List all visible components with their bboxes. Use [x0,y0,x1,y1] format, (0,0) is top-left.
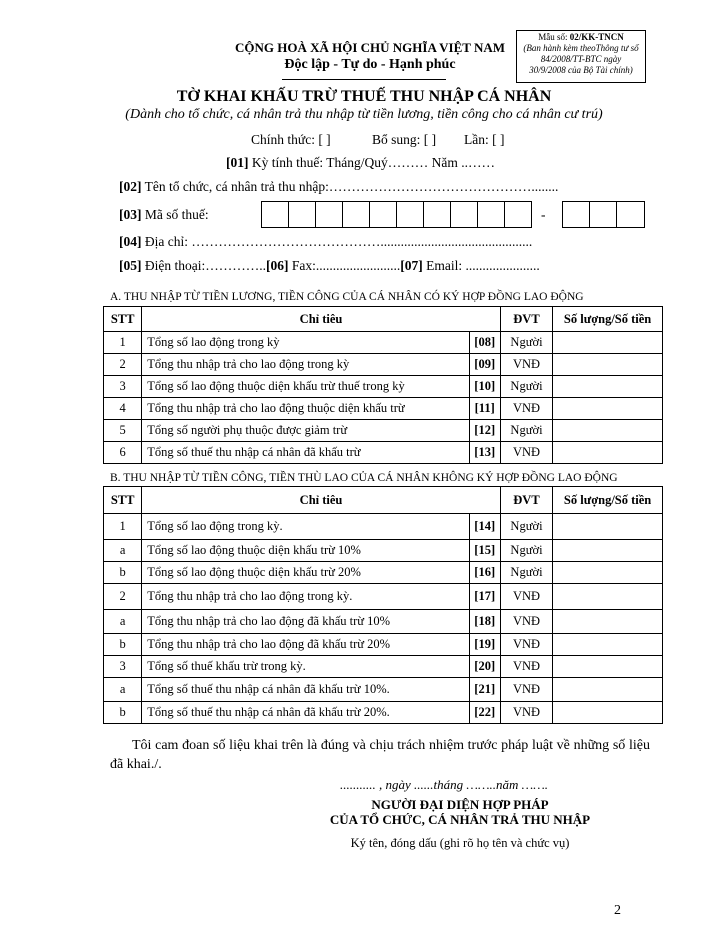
col-indicator: Chỉ tiêu [142,487,501,514]
motto-underline [282,79,446,80]
row-unit: Người [500,514,552,540]
row-stt: a [104,678,142,702]
tax-code-digit-box[interactable] [477,201,505,228]
row-indicator: Tổng thu nhập trả cho lao động trong kỳ [142,354,469,376]
table-row [104,354,663,376]
fax-text: Fax:......................... [288,258,401,273]
phone-field[interactable] [119,258,266,273]
tax-period-code: [01] [226,155,249,170]
tax-code-digit-box[interactable] [315,201,343,228]
tax-code-digit-box[interactable] [288,201,316,228]
table-row [104,376,663,398]
row-unit: VNĐ [500,354,552,376]
row-code: [17] [469,584,500,610]
table-header-row [104,487,663,514]
row-indicator: Tổng số người phụ thuộc được giảm trừ [142,420,469,442]
col-unit: ĐVT [500,307,552,332]
section-a-title: A. THU NHẬP TỪ TIỀN LƯƠNG, TIỀN CÔNG CỦA CÁ NHÂN CÓ KÝ HỢP ĐỒNG LAO ĐỘNG [110,291,584,303]
row-amount-cell[interactable] [553,562,663,584]
table-row [104,702,663,724]
status-times[interactable]: Lần: [ ] [464,132,505,147]
col-stt: STT [104,487,142,514]
row-code: [20] [469,656,500,678]
table-row [104,562,663,584]
document-title: TỜ KHAI KHẤU TRỪ THUẾ THU NHẬP CÁ NHÂN [176,88,552,105]
section-b-title: B. THU NHẬP TỪ TIỀN CÔNG, TIỀN THÙ LAO CỦA CÁ NHÂN KHÔNG KÝ HỢP ĐỒNG LAO ĐỘNG [110,472,618,484]
col-unit: ĐVT [500,487,552,514]
row-indicator: Tổng thu nhập trả cho lao động đã khấu trừ 20% [142,634,469,656]
form-code-label: Mẫu số: [538,32,570,42]
tax-code-digit-box[interactable] [261,201,289,228]
row-indicator: Tổng số thuế thu nhập cá nhân đã khấu trừ 20%. [142,702,469,724]
col-amount: Số lượng/Số tiền [553,307,663,332]
row-stt: 4 [104,398,142,420]
tax-code-branch-box[interactable] [562,201,590,228]
row-amount-cell[interactable] [553,610,663,634]
date-line[interactable]: ........... , ngày ......tháng ……..năm ……. [340,777,549,792]
table-row [104,332,663,354]
tax-code-branch-box[interactable] [616,201,645,228]
row-unit: VNĐ [500,610,552,634]
tax-code-boxes[interactable] [261,201,535,228]
row-indicator: Tổng số thuế khấu trừ trong kỳ. [142,656,469,678]
row-amount-cell[interactable] [553,702,663,724]
table-row [104,610,663,634]
form-legal-basis-1: (Ban hành kèm theoThông tư số [523,43,639,53]
tax-period-field[interactable] [226,155,495,171]
row-stt: 2 [104,354,142,376]
row-unit: Người [500,562,552,584]
row-amount-cell[interactable] [553,398,663,420]
form-legal-basis-2: 84/2008/TT-BTC ngày [540,54,622,64]
row-indicator: Tổng số lao động trong kỳ [142,332,469,354]
row-stt: a [104,610,142,634]
tax-code-label [119,207,209,223]
national-motto: Độc lập - Tự do - Hạnh phúc [284,57,456,72]
row-stt: 3 [104,376,142,398]
fax-field[interactable] [266,258,400,273]
signer-title-1: NGƯỜI ĐẠI DIỆN HỢP PHÁP [371,797,549,812]
col-amount: Số lượng/Số tiền [553,487,663,514]
table-row [104,634,663,656]
table-row [104,420,663,442]
row-unit: VNĐ [500,702,552,724]
row-amount-cell[interactable] [553,540,663,562]
tax-code-dash: - [541,207,546,222]
payer-name-text: Tên tổ chức, cá nhân trả thu nhập:………………………………………........ [141,179,559,194]
row-unit: VNĐ [500,678,552,702]
row-stt: 1 [104,514,142,540]
row-stt: b [104,562,142,584]
row-code: [18] [469,610,500,634]
tax-code-digit-box[interactable] [396,201,424,228]
row-code: [19] [469,634,500,656]
row-code: [13] [469,442,500,464]
col-stt: STT [104,307,142,332]
tax-code-digit-box[interactable] [450,201,478,228]
section-a-table [103,306,663,464]
contact-line [119,258,540,274]
row-code: [15] [469,540,500,562]
signer-title-2: CỦA TỔ CHỨC, CÁ NHÂN TRẢ THU NHẬP [329,812,591,827]
row-stt: a [104,540,142,562]
row-indicator: Tổng số thuế thu nhập cá nhân đã khấu trừ [142,442,469,464]
row-stt: b [104,702,142,724]
status-official[interactable]: Chính thức: [ ] [251,132,331,147]
tax-code-digit-box[interactable] [342,201,370,228]
tax-code-code: [03] [119,207,142,222]
row-code: [16] [469,562,500,584]
row-stt: 3 [104,656,142,678]
row-code: [10] [469,376,500,398]
col-indicator: Chỉ tiêu [142,307,501,332]
national-title: CỘNG HOÀ XÃ HỘI CHỦ NGHĨA VIỆT NAM [234,40,506,55]
row-indicator: Tổng số lao động thuộc diện khấu trừ 20% [142,562,469,584]
email-field[interactable] [400,258,540,273]
row-code: [11] [469,398,500,420]
row-amount-cell[interactable] [553,584,663,610]
tax-code-branch-boxes[interactable] [562,201,646,228]
table-row [104,678,663,702]
row-code: [21] [469,678,500,702]
table-row [104,540,663,562]
row-indicator: Tổng thu nhập trả cho lao động thuộc diện khấu trừ [142,398,469,420]
email-code: [07] [400,258,423,273]
declaration-text: Tôi cam đoan số liệu khai trên là đúng và chịu trách nhiệm trước pháp luật về những số liệu đã khai./. [110,738,650,772]
page-number: 2 [614,903,621,918]
tax-code-digit-box[interactable] [423,201,451,228]
row-indicator: Tổng số lao động thuộc diện khấu trừ 10% [142,540,469,562]
phone-text: Điện thoại:………….. [141,258,266,273]
address-text: Địa chỉ: ……………………………………............................................. [141,234,533,249]
row-amount-cell[interactable] [553,634,663,656]
tax-code-branch-box[interactable] [589,201,617,228]
status-supplement[interactable]: Bổ sung: [ ] [372,132,437,147]
row-stt: b [104,634,142,656]
row-amount-cell[interactable] [553,332,663,354]
row-code: [12] [469,420,500,442]
row-indicator: Tổng số thuế thu nhập cá nhân đã khấu trừ 10%. [142,678,469,702]
address-field[interactable] [119,234,532,250]
phone-code: [05] [119,258,142,273]
row-stt: 1 [104,332,142,354]
row-unit: Người [500,420,552,442]
form-code: 02/KK-TNCN [569,32,624,42]
form-legal-basis-3: 30/9/2008 của Bộ Tài chính) [529,65,633,75]
row-amount-cell[interactable] [553,656,663,678]
row-unit: Người [500,376,552,398]
row-stt: 2 [104,584,142,610]
row-unit: VNĐ [500,442,552,464]
address-code: [04] [119,234,142,249]
row-unit: VNĐ [500,584,552,610]
row-unit: VNĐ [500,398,552,420]
row-amount-cell[interactable] [553,420,663,442]
table-row [104,442,663,464]
row-unit: VNĐ [500,656,552,678]
row-stt: 5 [104,420,142,442]
row-indicator: Tổng số lao động trong kỳ. [142,514,469,540]
row-unit: Người [500,332,552,354]
section-b-table [103,486,663,724]
row-code: [08] [469,332,500,354]
tax-period-text: Kỳ tính thuế: Tháng/Quý……… Năm ..…… [248,155,495,170]
row-amount-cell[interactable] [553,514,663,540]
row-code: [14] [469,514,500,540]
tax-code-digit-box[interactable] [504,201,532,228]
row-indicator: Tổng thu nhập trả cho lao động trong kỳ. [142,584,469,610]
row-code: [09] [469,354,500,376]
table-row [104,584,663,610]
signature-instruction: Ký tên, đóng dấu (ghi rõ họ tên và chức vụ) [350,836,570,850]
tax-code-text: Mã số thuế: [141,207,209,222]
tax-code-digit-box[interactable] [369,201,397,228]
row-indicator: Tổng số lao động thuộc diện khấu trừ thuế trong kỳ [142,376,469,398]
payer-name-code: [02] [119,179,142,194]
row-amount-cell[interactable] [553,442,663,464]
row-amount-cell[interactable] [553,376,663,398]
payer-name-field[interactable] [119,179,558,195]
row-code: [22] [469,702,500,724]
row-amount-cell[interactable] [553,678,663,702]
row-amount-cell[interactable] [553,354,663,376]
row-indicator: Tổng thu nhập trả cho lao động đã khấu trừ 10% [142,610,469,634]
table-row [104,514,663,540]
table-row [104,398,663,420]
table-row [104,656,663,678]
document-subtitle: (Dành cho tổ chức, cá nhân trả thu nhập từ tiền lương, tiền công cho cá nhân cư trú) [125,107,603,122]
row-unit: VNĐ [500,634,552,656]
table-header-row [104,307,663,332]
row-unit: Người [500,540,552,562]
email-text: Email: ...................... [422,258,540,273]
fax-code: [06] [266,258,289,273]
row-stt: 6 [104,442,142,464]
